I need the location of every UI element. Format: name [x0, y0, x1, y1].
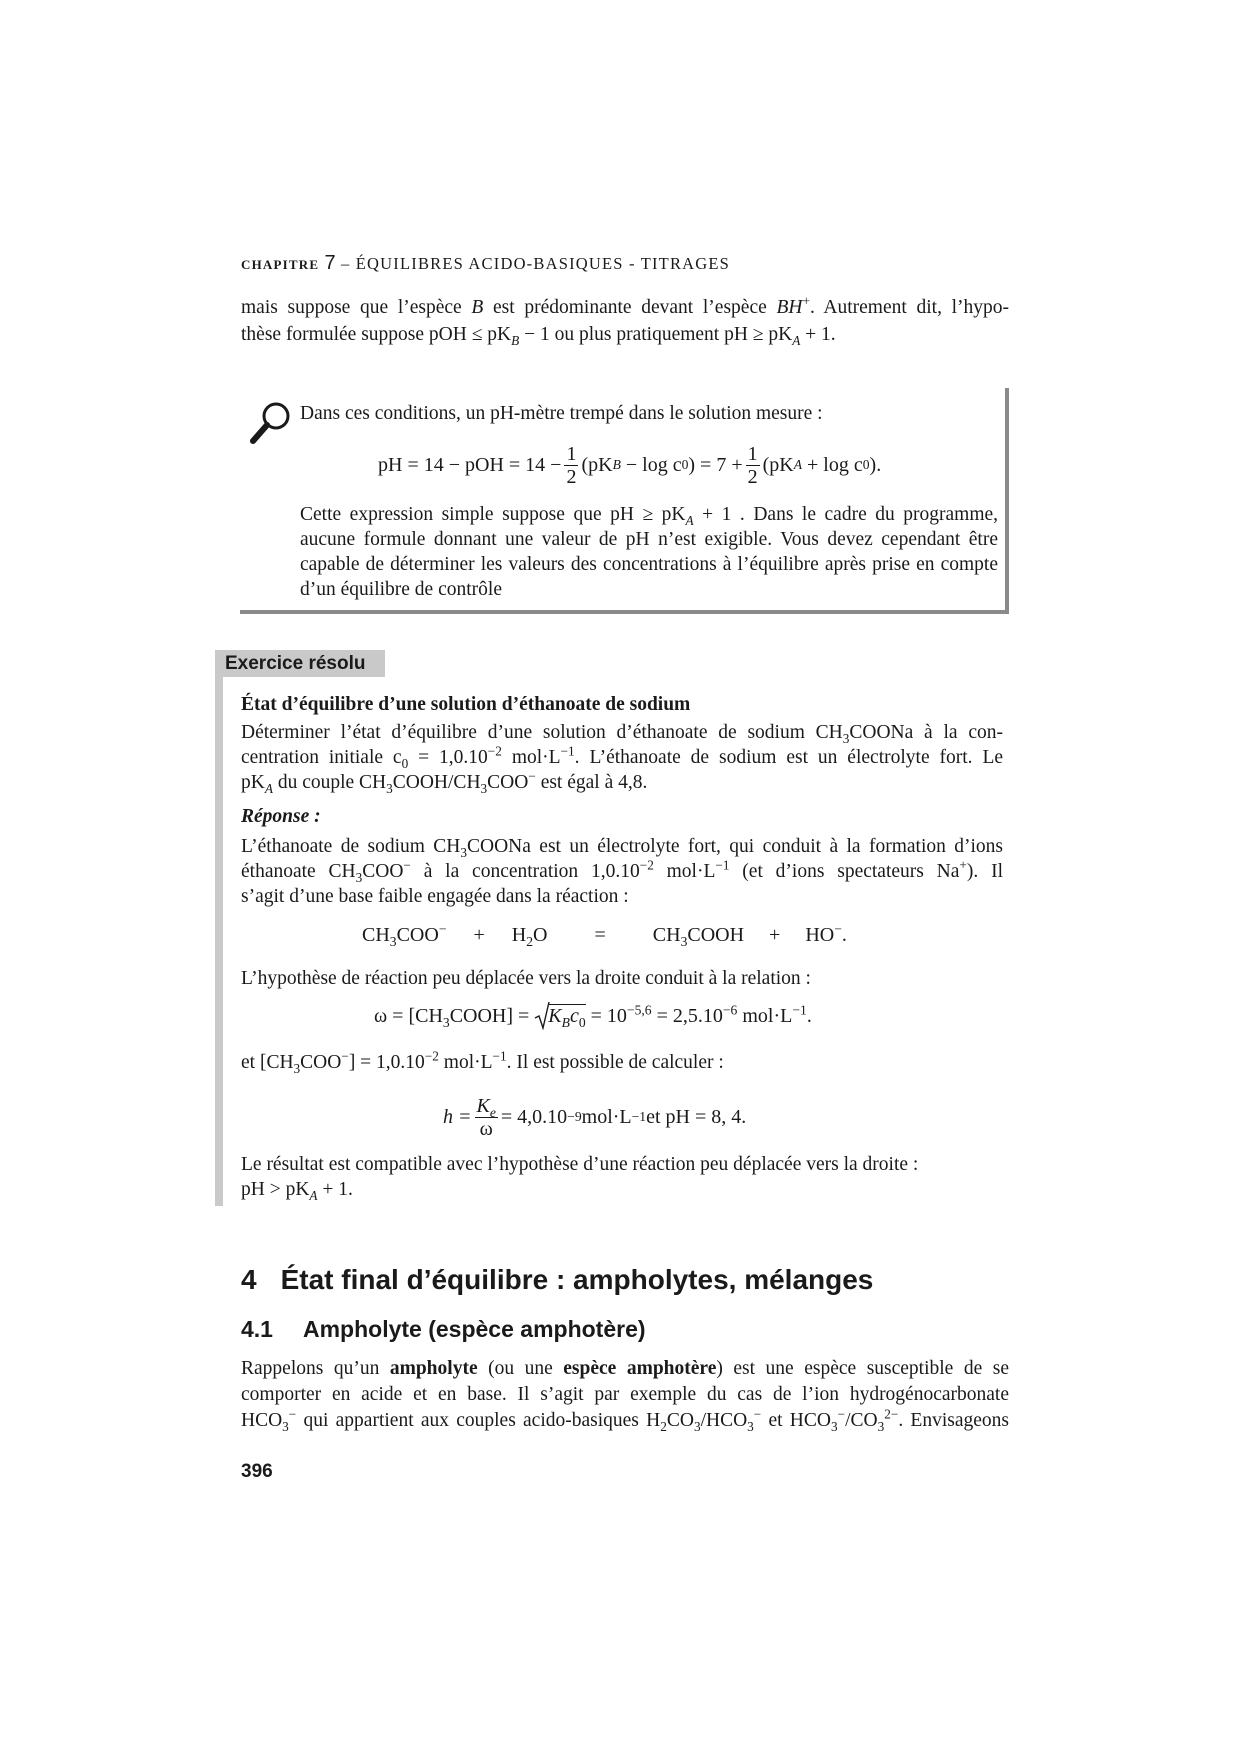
running-header [241, 252, 730, 275]
subsection-heading: 4.1 Ampholyte (espèce amphotère) [241, 1316, 646, 1342]
section-heading: 4 État final d’équilibre : ampholytes, mélanges [241, 1264, 874, 1295]
conclusion: Le résultat est compatible avec l’hypothèse d’une réaction peu déplacée vers la droite : pH > $pK_A + 1$. [241, 1154, 919, 1203]
et-line: et $[CH_3COO^-] = 1,0.10^{-2}$ $mol\cdot L^{-1}$. Il est possible de calculer : [241, 1048, 724, 1076]
closing-paragraph: Rappelons qu’un ampholyte (ou une espèce amphotère) est une espèce susceptible de se comporter en acide et en base. Il s’agit par exemple du cas de l’ion hydrogénocarbonate $HCO_3^-$ qui appartient aux couples acido-basiques $H_2CO_3/HCO_3^-$ et $HCO_3^-/CO_3^{2-}$. Envisageons [241, 1358, 1010, 1434]
answer-label: Réponse : [241, 806, 321, 827]
exercise-tab: Exercice résolu [219, 650, 385, 677]
intro-paragraph [241, 294, 1009, 348]
remark-equation: pH = 14 − pOH = 14 − $\frac{1}{2}$ (pK B − log c 0 ) = 7 + $\frac{1}{2}$ (pK A + log c 0 ). [378, 442, 882, 488]
chapter-number: 7 [324, 252, 336, 274]
remark-body: Cette expression simple suppose que pH ≥ $pK_A + 1$ . Dans le cadre du programme, aucune formule donnant une valeur de pH n’est exigible. Vous devez cependant être capable de déterminer les valeurs des concentrations à l’équilibre après prise en compte d’un équilibre de contrôle [300, 504, 999, 600]
hypothesis-text: L’hypothèse de réaction peu déplacée vers la droite conduit à la relation : [241, 968, 811, 989]
h-equation: h = $\frac{K_e}{\omega}$ = 4,0.10 −9 mol·L −1 et pH = 8, 4. [443, 1094, 747, 1140]
answer-paragraph: L’éthanoate de sodium $CH_3COONa$ est un électrolyte fort, qui conduit à la formation d’ions éthanoate $CH_3COO^-$ à la concentration $1,0.10^{-2}$ $mol\cdot L^{-1}$ (et d’ions spectateurs Na+). Il s’agit d’une base faible engagée dans la réaction : [241, 836, 1003, 907]
page-number: 396 [241, 1461, 273, 1482]
intro-line-2: thèse formulée suppose pOH ≤ $pK_B - 1$ ou plus pratiquement pH ≥ $pK_A + 1$. [241, 324, 836, 348]
remark-border-right [1005, 388, 1009, 614]
intro-line-1: mais suppose que l’espèce B est prédominante devant l’espèce BH+. Autrement dit, l’hypo- [241, 293, 1010, 318]
remark-intro: Dans ces conditions, un pH-mètre trempé dans le solution mesure : [300, 403, 823, 424]
magnifier-icon [248, 400, 294, 448]
chapter-title: – ÉQUILIBRES ACIDO-BASIQUES - TITRAGES [341, 254, 731, 273]
exercise-title: État d’équilibre d’une solution d’éthanoate de sodium [241, 694, 691, 715]
reaction-equation: $CH_3COO^- + H_2O$ = $CH_3COOH + HO^-$. [362, 921, 847, 949]
exercise-side-bar [215, 650, 223, 1206]
exercise-question: Déterminer l’état d’équilibre d’une solution d’éthanoate de sodium $CH_3COONa$ à la con- centration initiale $c_0 = 1,0.10^{-2}$ $mol\cdot L^{-1}$. L’éthanoate de sodium est un électrolyte fort. Le $pK_A$ du couple $CH_3COOH/CH_3COO^-$ est égal à 4,8. [241, 722, 1004, 796]
chapter-word: CHAPITRE [241, 257, 320, 272]
remark-border-bottom [240, 610, 1009, 614]
omega-equation: $\omega = [CH_3COOH]$ = $K_Bc_0 = 10^{-5,6} = 2,5.10^{-6}$ $mol\cdot L^{-1}$. [374, 1002, 812, 1030]
